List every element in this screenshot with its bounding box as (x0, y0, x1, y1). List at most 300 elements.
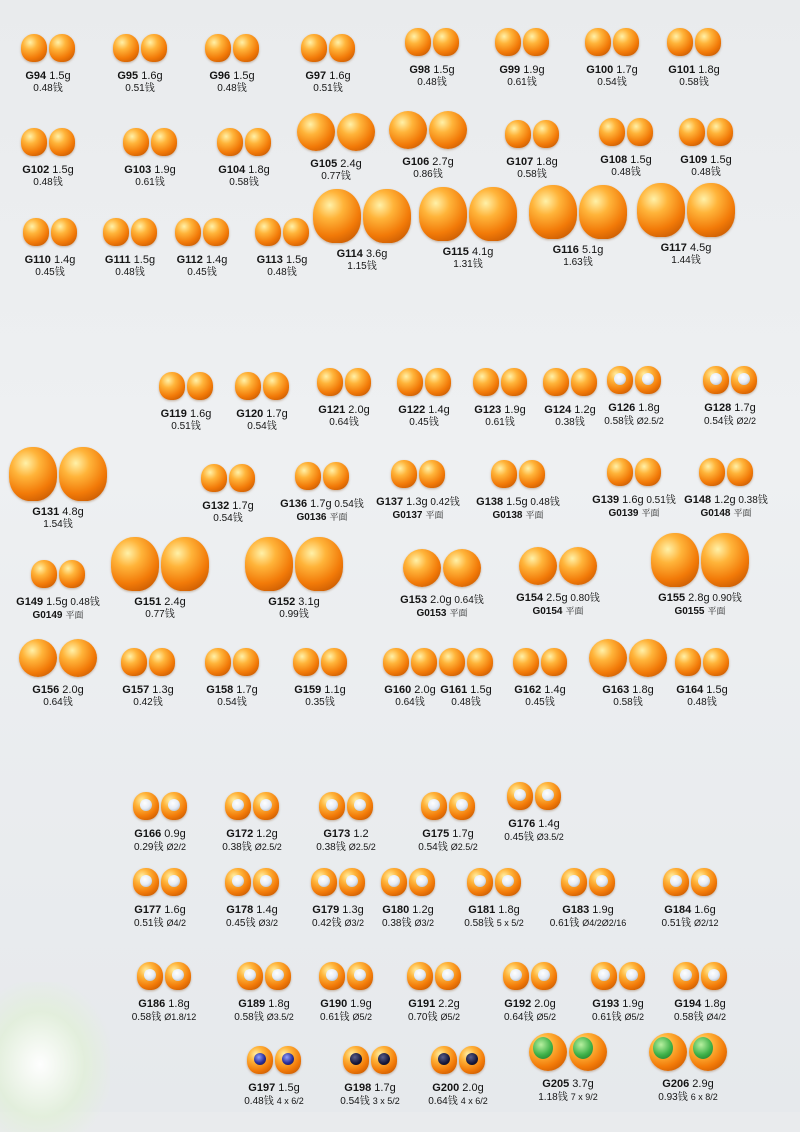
catalog-item (490, 642, 590, 709)
item-qian: 0.54钱 (597, 77, 627, 88)
item-alt-code: G0153 (416, 608, 447, 619)
gold-earring-icon (513, 648, 539, 676)
item-weight: 1.5g (707, 154, 732, 166)
gold-earring-icon (295, 462, 321, 490)
item-weight: 1.6g (619, 494, 644, 506)
item-code-line (418, 246, 518, 259)
gold-earring-icon (403, 549, 441, 587)
item-qian: 0.61钱 (592, 1012, 622, 1023)
item-qian: 0.77钱 (145, 609, 175, 620)
gold-earring-icon (205, 34, 231, 62)
item-code-line (202, 904, 302, 917)
catalog-item (278, 28, 378, 95)
gold-earring-icon (149, 648, 175, 676)
catalog-item (650, 956, 750, 1024)
earring-pair (480, 956, 580, 996)
gem-earring-icon (459, 1046, 485, 1074)
item-code-line (644, 64, 744, 77)
catalog-item (656, 112, 756, 179)
item-qian-inline: 0.48钱 (527, 497, 560, 508)
gem-earring-icon (253, 792, 279, 820)
gold-earring-icon (9, 447, 57, 501)
item-qian: 0.48钱 (417, 77, 447, 88)
gold-earring-icon (255, 218, 281, 246)
item-code: G151 (134, 596, 162, 608)
item-detail-line (358, 917, 458, 930)
item-qian: 0.61钱 (549, 918, 580, 929)
catalog-item (224, 1040, 324, 1108)
gold-earring-icon (245, 128, 271, 156)
item-qian: 1.18钱 (538, 1092, 568, 1103)
catalog-item (312, 186, 412, 273)
catalog-item (90, 28, 190, 95)
item-stone-spec: 4 x 6/2 (460, 1096, 488, 1106)
earring-pair (652, 642, 752, 682)
item-weight: 1.7g (613, 64, 638, 76)
item-detail-line (224, 1095, 324, 1108)
gold-earring-icon (111, 537, 159, 591)
gold-earring-icon (679, 118, 705, 146)
catalog-item (202, 786, 302, 854)
gold-earring-icon (23, 218, 49, 246)
item-qian: 0.48钱 (691, 167, 721, 178)
earring-pair (8, 554, 108, 594)
catalog-item (382, 22, 482, 89)
gem-earring-icon (689, 1033, 727, 1071)
gem-earring-icon (731, 366, 757, 394)
gold-earring-icon (19, 639, 57, 677)
item-weight: 1.5g (275, 1082, 300, 1094)
item-qian: 0.35钱 (305, 697, 335, 708)
item-qian: 0.54钱 (340, 1096, 370, 1107)
gem-earring-icon (237, 962, 263, 990)
earring-pair (638, 1028, 738, 1076)
gold-earring-icon (627, 118, 653, 146)
item-weight: 2.0g (345, 404, 370, 416)
item-alt-finish: 平面 (65, 610, 84, 620)
item-detail-line (584, 507, 684, 520)
gem-earring-icon (701, 962, 727, 990)
item-qian: 0.54钱 (247, 421, 277, 432)
catalog-item (444, 862, 544, 930)
item-stone-spec: 6 x 8/2 (690, 1092, 718, 1102)
earring-pair (202, 862, 302, 902)
gold-earring-icon (505, 120, 531, 148)
item-qian: 0.45钱 (525, 697, 555, 708)
gem-earring-icon (531, 962, 557, 990)
item-code: G110 (24, 254, 51, 266)
earring-pair (636, 180, 736, 240)
item-stone-spec: Ø5/2 (440, 1012, 460, 1022)
item-weight: 1.5g (43, 596, 68, 608)
gold-earring-icon (151, 128, 177, 156)
item-code-line (444, 904, 544, 917)
item-weight: 1.2 (350, 828, 369, 840)
item-qian-inline: 0.64钱 (451, 595, 484, 606)
item-code: G179 (312, 904, 340, 916)
item-qian: 0.48钱 (33, 177, 63, 188)
catalog-item (8, 554, 108, 622)
earring-pair (418, 184, 518, 244)
gem-earring-icon (275, 1046, 301, 1074)
gold-earring-icon (295, 537, 343, 591)
item-qian: 0.45钱 (35, 267, 65, 278)
item-qian: 0.58钱 (679, 77, 709, 88)
item-weight: 1.3g (339, 904, 364, 916)
item-code: G105 (310, 158, 338, 170)
gold-earring-icon (51, 218, 77, 246)
catalog-item (182, 642, 282, 709)
catalog-item (110, 786, 210, 854)
item-weight: 1.7g (307, 498, 332, 510)
item-stone-spec: Ø5/2 (624, 1012, 644, 1022)
item-detail-line (8, 609, 108, 622)
catalog-item (0, 28, 98, 95)
item-code: G108 (600, 154, 628, 166)
item-qian: 0.45钱 (409, 417, 439, 428)
gold-earring-icon (397, 368, 423, 396)
item-code-line (480, 998, 580, 1011)
item-detail-line (194, 177, 294, 189)
item-qian: 0.48钱 (244, 1096, 274, 1107)
item-code: G158 (206, 684, 234, 696)
gold-earring-icon (419, 187, 467, 241)
item-detail-line (178, 513, 278, 525)
item-weight: 1.7g (371, 1082, 396, 1094)
catalog-item (508, 542, 608, 618)
item-stone-spec: Ø3.5/2 (266, 1012, 294, 1022)
gem-earring-icon (225, 868, 251, 896)
item-code-line (202, 828, 302, 841)
item-weight: 2.2g (435, 998, 460, 1010)
item-qian-inline: 0.80钱 (567, 593, 600, 604)
item-weight: 1.5g (49, 164, 74, 176)
item-qian: 0.51钱 (171, 421, 201, 432)
item-detail-line (636, 255, 736, 267)
gem-earring-icon (421, 792, 447, 820)
item-code-line (296, 998, 396, 1011)
item-qian: 0.48钱 (33, 83, 63, 94)
gold-earring-icon (695, 28, 721, 56)
earring-pair (182, 642, 282, 682)
item-weight: 1.5g (430, 64, 455, 76)
earring-pair (100, 122, 200, 162)
gem-earring-icon (691, 868, 717, 896)
gem-earring-icon (247, 1046, 273, 1074)
item-code-line (194, 164, 294, 177)
item-weight: 2.0g (459, 1082, 484, 1094)
earring-pair (650, 956, 750, 996)
item-weight: 1.5g (46, 70, 71, 82)
gem-earring-icon (435, 962, 461, 990)
gold-earring-icon (217, 128, 243, 156)
item-detail-line (490, 697, 590, 709)
item-weight: 1.8g (635, 402, 660, 414)
item-weight: 1.4g (425, 404, 450, 416)
earring-pair (296, 956, 396, 996)
item-code-line (320, 1082, 420, 1095)
item-code: G106 (402, 156, 430, 168)
gold-earring-icon (235, 372, 261, 400)
item-code: G164 (676, 684, 704, 696)
item-detail-line (100, 177, 200, 189)
catalog-item (480, 956, 580, 1024)
item-qian: 0.58钱 (229, 177, 259, 188)
gold-earring-icon (495, 28, 521, 56)
item-stone-spec: 7 x 9/2 (570, 1092, 598, 1102)
gold-earring-icon (391, 460, 417, 488)
item-detail-line (444, 917, 544, 930)
catalog-item (182, 28, 282, 95)
item-weight: 1.9g (501, 404, 526, 416)
item-qian: 0.54钱 (217, 697, 247, 708)
gold-earring-icon (141, 34, 167, 62)
gold-earring-icon (187, 372, 213, 400)
item-weight: 1.8g (533, 156, 558, 168)
gold-earring-icon (161, 537, 209, 591)
item-code: G197 (248, 1082, 276, 1094)
item-qian: 0.54钱 (704, 416, 734, 427)
item-code: G189 (238, 998, 266, 1010)
item-weight: 1.7g (229, 500, 254, 512)
gem-earring-icon (371, 1046, 397, 1074)
earring-pair (110, 534, 210, 594)
gold-earring-icon (297, 113, 335, 151)
item-stone-spec: Ø3/2 (344, 918, 364, 928)
item-weight: 1.7g (449, 828, 474, 840)
gem-earring-icon (253, 868, 279, 896)
item-detail-line (110, 609, 210, 621)
item-weight: 1.6g (691, 904, 716, 916)
catalog-item (584, 360, 684, 428)
item-detail-line (0, 177, 98, 189)
earring-pair (0, 28, 98, 68)
item-detail-line (528, 257, 628, 269)
earring-pair (472, 22, 572, 62)
item-code-line (178, 500, 278, 513)
catalog-item (296, 786, 396, 854)
gold-earring-icon (585, 28, 611, 56)
item-weight: 1.5g (230, 70, 255, 82)
item-stone-spec: Ø3.5/2 (536, 832, 564, 842)
catalog-item (392, 544, 492, 620)
item-code-line (296, 828, 396, 841)
item-alt-finish: 平面 (449, 608, 468, 618)
item-weight: 1.6g (186, 408, 212, 420)
catalog-item (202, 862, 302, 930)
item-weight: 1.3g (403, 496, 428, 508)
item-code-line (528, 244, 628, 257)
item-detail-line (296, 1011, 396, 1024)
earring-pair (398, 786, 498, 826)
item-code: G94 (25, 70, 47, 82)
item-detail-line (398, 841, 498, 854)
gem-earring-icon (569, 1033, 607, 1071)
catalog-item (368, 454, 468, 522)
item-stone-spec: Ø2.5/2 (254, 842, 282, 852)
catalog-item (538, 862, 638, 930)
item-qian: 0.51钱 (661, 918, 691, 929)
gold-earring-icon (383, 648, 409, 676)
item-code: G160 (384, 684, 412, 696)
item-weight: 4.5g (686, 242, 712, 254)
item-weight: 1.5g (703, 684, 728, 696)
gold-earring-icon (637, 183, 685, 237)
item-qian: 0.48钱 (115, 267, 145, 278)
gold-earring-icon (121, 648, 147, 676)
earring-pair (468, 454, 568, 494)
earring-pair (244, 534, 344, 594)
item-detail-line (472, 77, 572, 89)
item-code-line (182, 70, 282, 83)
item-qian: 0.58钱 (234, 1012, 264, 1023)
item-weight: 1.8g (495, 904, 520, 916)
item-detail-line (638, 1091, 738, 1104)
item-detail-line (8, 519, 108, 531)
gold-earring-icon (317, 368, 343, 396)
catalog-item (8, 634, 108, 709)
item-code-line (408, 1082, 508, 1095)
item-code-line (110, 904, 210, 917)
item-qian: 0.51钱 (134, 918, 164, 929)
gem-earring-icon (635, 366, 661, 394)
item-weight: 4.1g (468, 246, 494, 258)
item-code: G136 (280, 498, 308, 510)
item-qian: 0.58钱 (517, 169, 547, 180)
item-code: G176 (508, 818, 536, 830)
earring-pair (538, 862, 638, 902)
gold-earring-icon (519, 460, 545, 488)
item-code: G96 (209, 70, 231, 82)
item-weight: 1.4g (50, 254, 76, 266)
item-detail-line (650, 605, 750, 618)
item-code: G101 (668, 64, 696, 76)
item-alt-code: G0155 (674, 606, 705, 617)
item-code: G131 (32, 506, 60, 518)
item-detail-line (8, 697, 108, 709)
item-weight: 2.8g (685, 592, 710, 604)
catalog-item (644, 22, 744, 89)
gold-earring-icon (419, 460, 445, 488)
gold-earring-icon (159, 372, 185, 400)
item-qian: 0.64钱 (43, 697, 73, 708)
item-qian: 1.44钱 (671, 255, 701, 266)
item-detail-line (640, 917, 740, 930)
gold-earring-icon (233, 648, 259, 676)
earring-pair (296, 786, 396, 826)
gold-earring-icon (229, 464, 255, 492)
gem-earring-icon (343, 1046, 369, 1074)
item-weight: 1.8g (245, 164, 270, 176)
gold-earring-icon (667, 28, 693, 56)
item-weight: 1.4g (541, 684, 566, 696)
item-weight: 1.8g (265, 998, 290, 1010)
item-code-line (378, 156, 478, 169)
item-detail-line (0, 83, 98, 95)
item-qian: 0.61钱 (485, 417, 515, 428)
item-qian: 1.54钱 (43, 519, 73, 530)
item-code-line (468, 496, 568, 509)
item-code: G137 (376, 496, 404, 508)
item-qian: 0.38钱 (222, 842, 252, 853)
item-code-line (312, 248, 412, 261)
item-code: G149 (16, 596, 44, 608)
earring-pair (178, 458, 278, 498)
item-code: G98 (409, 64, 431, 76)
item-weight: 2.9g (689, 1078, 714, 1090)
item-weight: 1.5g (467, 684, 492, 696)
item-code-line (382, 64, 482, 77)
item-code: G162 (514, 684, 542, 696)
item-code-line (650, 592, 750, 605)
item-detail-line (680, 415, 780, 428)
item-weight: 1.9g (619, 998, 644, 1010)
gold-earring-icon (425, 368, 451, 396)
catalog-item (8, 444, 108, 531)
item-detail-line (392, 607, 492, 620)
earring-pair (584, 452, 684, 492)
item-code-line (286, 158, 386, 171)
item-alt-code: G0138 (492, 510, 523, 521)
earring-pair (676, 452, 776, 492)
item-qian: 0.38钱 (316, 842, 346, 853)
item-weight: 2.0g (411, 684, 436, 696)
item-stone-spec: Ø2.5/2 (450, 842, 478, 852)
item-detail-line (272, 511, 372, 524)
item-alt-finish: 平面 (425, 510, 444, 520)
item-weight: 3.7g (569, 1078, 594, 1090)
item-stone-spec: Ø5/2 (352, 1012, 372, 1022)
item-code: G138 (476, 496, 504, 508)
item-code-line (384, 998, 484, 1011)
gold-earring-icon (613, 28, 639, 56)
item-qian: 0.61钱 (135, 177, 165, 188)
item-code-line (482, 156, 582, 169)
item-code: G104 (218, 164, 246, 176)
earring-pair (8, 444, 108, 504)
gold-earring-icon (263, 372, 289, 400)
item-qian: 0.45钱 (187, 267, 217, 278)
item-weight: 1.4g (253, 904, 278, 916)
earring-pair (508, 542, 608, 590)
item-code: G163 (602, 684, 630, 696)
gem-earring-icon (165, 962, 191, 990)
item-code-line (472, 64, 572, 77)
item-detail-line (484, 831, 584, 844)
gold-earring-icon (31, 560, 57, 588)
item-qian: 0.45钱 (504, 832, 534, 843)
item-qian: 0.61钱 (507, 77, 537, 88)
item-code: G200 (432, 1082, 460, 1094)
item-stone-spec: Ø3/2 (414, 918, 434, 928)
earring-pair (8, 634, 108, 682)
gem-earring-icon (137, 962, 163, 990)
item-code: G193 (592, 998, 620, 1010)
item-qian: 0.42钱 (312, 918, 342, 929)
item-weight: 2.4g (161, 596, 186, 608)
item-detail-line (384, 1011, 484, 1024)
item-qian: 0.48钱 (611, 167, 641, 178)
catalog-item (652, 642, 752, 709)
item-detail-line (508, 605, 608, 618)
earring-pair (224, 1040, 324, 1080)
gold-earring-icon (203, 218, 229, 246)
item-alt-finish: 平面 (329, 512, 348, 522)
item-qian: 0.58钱 (604, 416, 634, 427)
item-qian: 0.99钱 (279, 609, 309, 620)
item-stone-spec: Ø2.5/2 (636, 416, 664, 426)
gem-earring-icon (495, 868, 521, 896)
